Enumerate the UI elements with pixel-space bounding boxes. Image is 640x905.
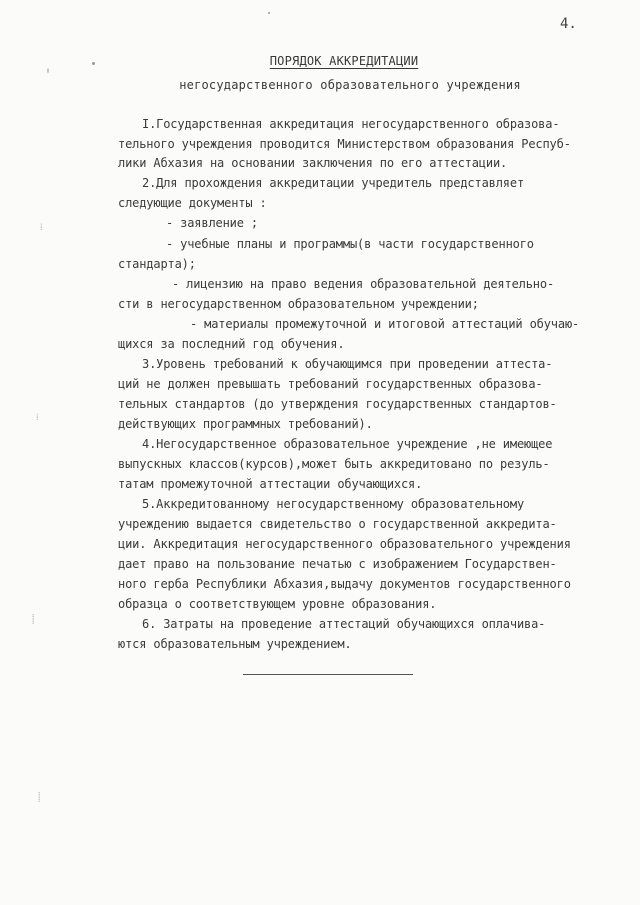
margin-mark: ⸽ <box>32 615 35 625</box>
scan-speck <box>92 62 95 65</box>
separator-line <box>243 674 413 675</box>
text-line: тельных стандартов (до утверждения государственных стандартов- <box>118 397 557 411</box>
text-line: 6. Затраты на проведение аттестаций обучающихся оплачива- <box>142 617 546 631</box>
text-line: выпускных классов(курсов),может быть аккредитовано по резуль- <box>118 457 550 471</box>
text-line: сти в негосударственном образовательном учреждении; <box>118 297 479 311</box>
text-line: ции. Аккредитация негосударственного образовательного учреждения <box>118 537 571 551</box>
text-line: лики Абхазия на основании заключения по его аттестации. <box>118 156 508 170</box>
text-line: следующие документы : <box>118 196 267 210</box>
text-line: - лицензию на право ведения образовательной деятельно- <box>172 277 555 291</box>
text-line: татам промежуточной аттестации обучающихся. <box>118 477 423 491</box>
scan-speck <box>47 68 49 73</box>
text-line: щихся за последний год обучения. <box>118 337 345 351</box>
text-line: образца о соответствующем уровне образования. <box>118 597 437 611</box>
text-line: - материалы промежуточной и итоговой аттестаций обучаю- <box>190 317 580 331</box>
text-line: тельного учреждения проводится Министерством образования Респуб- <box>118 137 571 151</box>
document-heading <box>0 54 640 92</box>
text-line: 3.Уровень требований к обучающимся при проведении аттеста- <box>142 357 553 371</box>
text-line: ций не должен превышать требований государственных образова- <box>118 377 543 391</box>
document-subtitle: негосударственного образовательного учреждения <box>179 78 521 92</box>
margin-mark: ⁞ <box>40 223 43 233</box>
text-line: дает право на пользование печатью с изображением Государствен- <box>118 557 557 571</box>
margin-mark: ⸽ <box>38 793 41 803</box>
text-line: действующих программных требований). <box>118 417 373 431</box>
text-line: 2.Для прохождения аккредитации учредитель представляет <box>142 176 525 190</box>
text-line: стандарта); <box>118 257 196 271</box>
page-number: 4. <box>560 16 577 32</box>
text-line: ного герба Республики Абхазия,выдачу документов государственного <box>118 577 571 591</box>
text-line: 5.Аккредитованному негосударственному образовательному <box>142 497 525 511</box>
document-title: ПОРЯДОК АККРЕДИТАЦИИ <box>269 54 419 68</box>
text-line: - заявление ; <box>166 216 258 230</box>
text-line: - учебные планы и программы(в части государственного <box>166 237 534 251</box>
text-line: ются образовательным учреждением. <box>118 637 352 651</box>
scan-speck <box>268 12 270 14</box>
text-line: 4.Негосударственное образовательное учреждение ,не имеющее <box>142 437 553 451</box>
text-line: учреждению выдается свидетельство о государственной аккредита- <box>118 517 557 531</box>
text-line: I.Государственная аккредитация негосударственного образова- <box>142 117 560 131</box>
margin-mark: ⁞ <box>36 413 39 423</box>
